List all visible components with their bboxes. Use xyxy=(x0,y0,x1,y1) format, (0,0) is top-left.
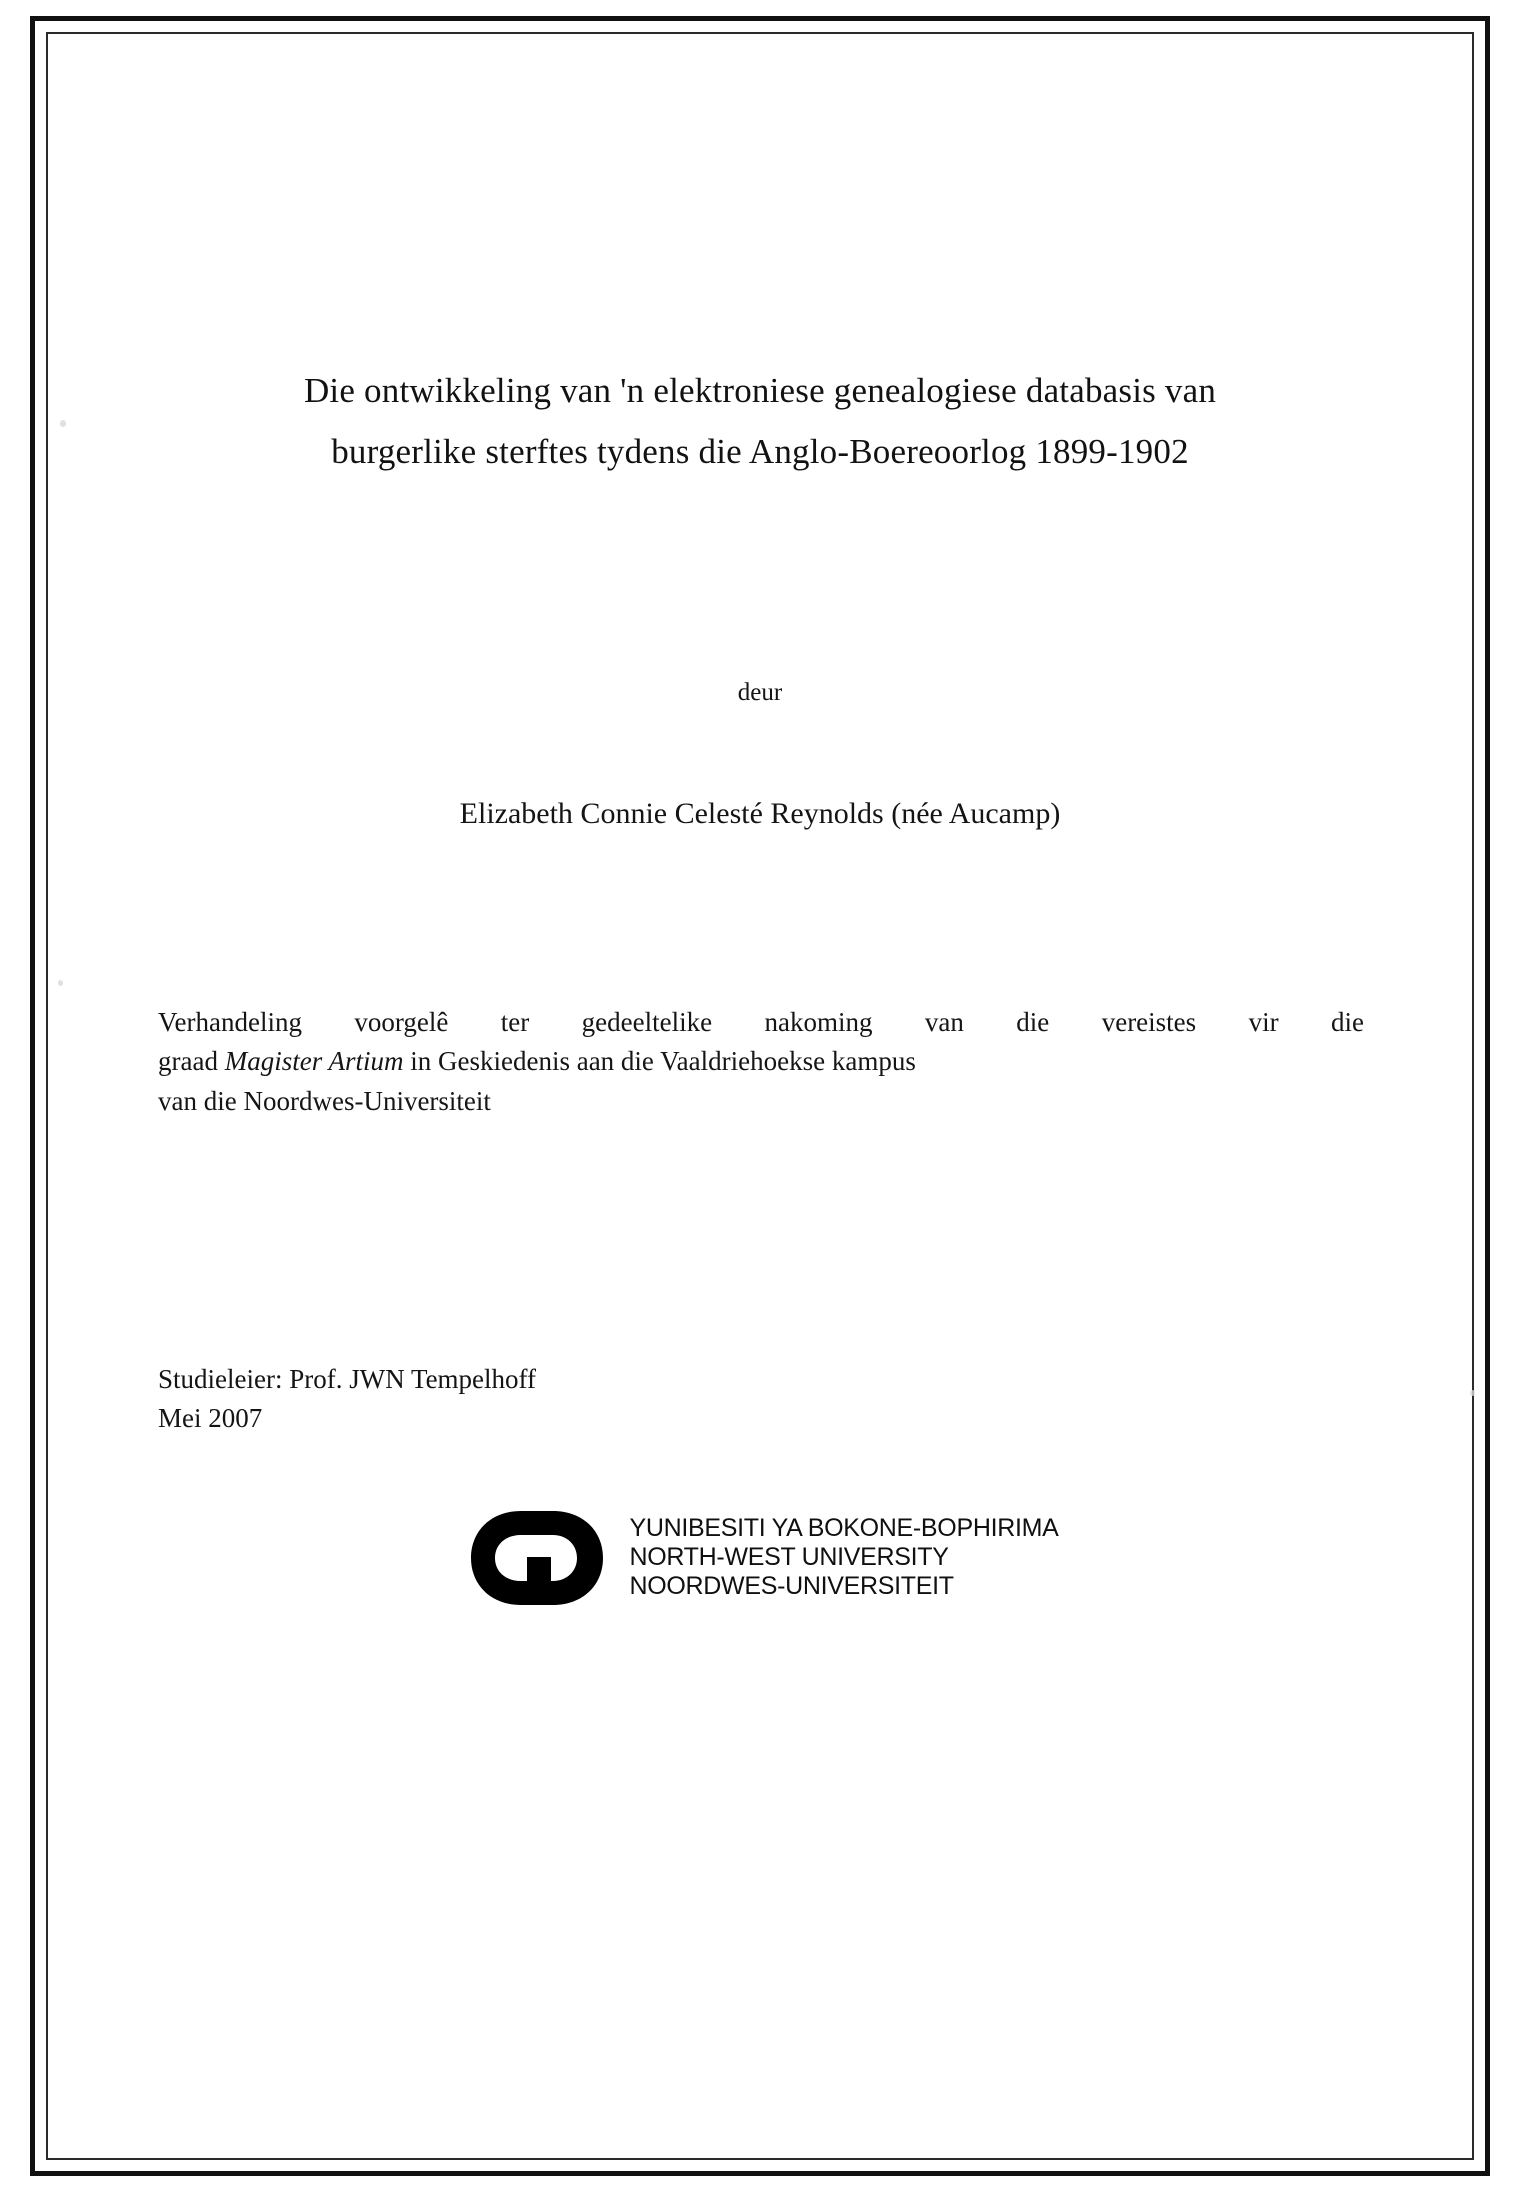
logo-text-line-2: NORTH-WEST UNIVERSITY xyxy=(629,1542,949,1571)
scan-speckle xyxy=(58,980,63,986)
university-logo-text xyxy=(629,1514,1058,1603)
degree-statement-line-3: van die Noordwes-Universiteit xyxy=(158,1086,491,1117)
supervisor-block xyxy=(150,1360,1370,1437)
scan-speckle xyxy=(1470,1390,1475,1396)
degree-statement xyxy=(150,1003,1370,1123)
page-title xyxy=(150,360,1370,483)
logo-text-line-1: YUNIBESITI YA BOKONE-BOPHIRIMA xyxy=(629,1513,1059,1542)
scan-speckle xyxy=(60,420,66,427)
supervisor-line: Studieleier: Prof. JWN Tempelhoff xyxy=(158,1364,537,1395)
north-west-university-logo-icon xyxy=(461,1503,611,1613)
logo-text-line-3: NOORDWES-UNIVERSITEIT xyxy=(629,1571,954,1600)
date-line: Mei 2007 xyxy=(158,1402,263,1433)
degree-statement-line-2-pre: graad xyxy=(158,1046,225,1077)
degree-statement-line-2-post: in Geskiedenis aan die Vaaldriehoekse kampus xyxy=(403,1046,916,1077)
degree-name: Magister Artium xyxy=(224,1046,404,1077)
degree-statement-line-2 xyxy=(158,1042,1364,1082)
title-page-content xyxy=(150,60,1370,2120)
byline-label: deur xyxy=(737,678,783,706)
university-logo xyxy=(150,1503,1370,1613)
author-name: Elizabeth Connie Celesté Reynolds (née Aucamp) xyxy=(459,796,1061,830)
title-line-1: Die ontwikkeling van 'n elektroniese genealogiese databasis van xyxy=(303,371,1217,410)
degree-statement-line-1: Verhandeling voorgelê ter gedeeltelike nakoming van die vereistes vir die xyxy=(158,1006,1364,1037)
title-line-2: burgerlike sterftes tydens die Anglo-Boereoorlog 1899-1902 xyxy=(331,432,1189,472)
